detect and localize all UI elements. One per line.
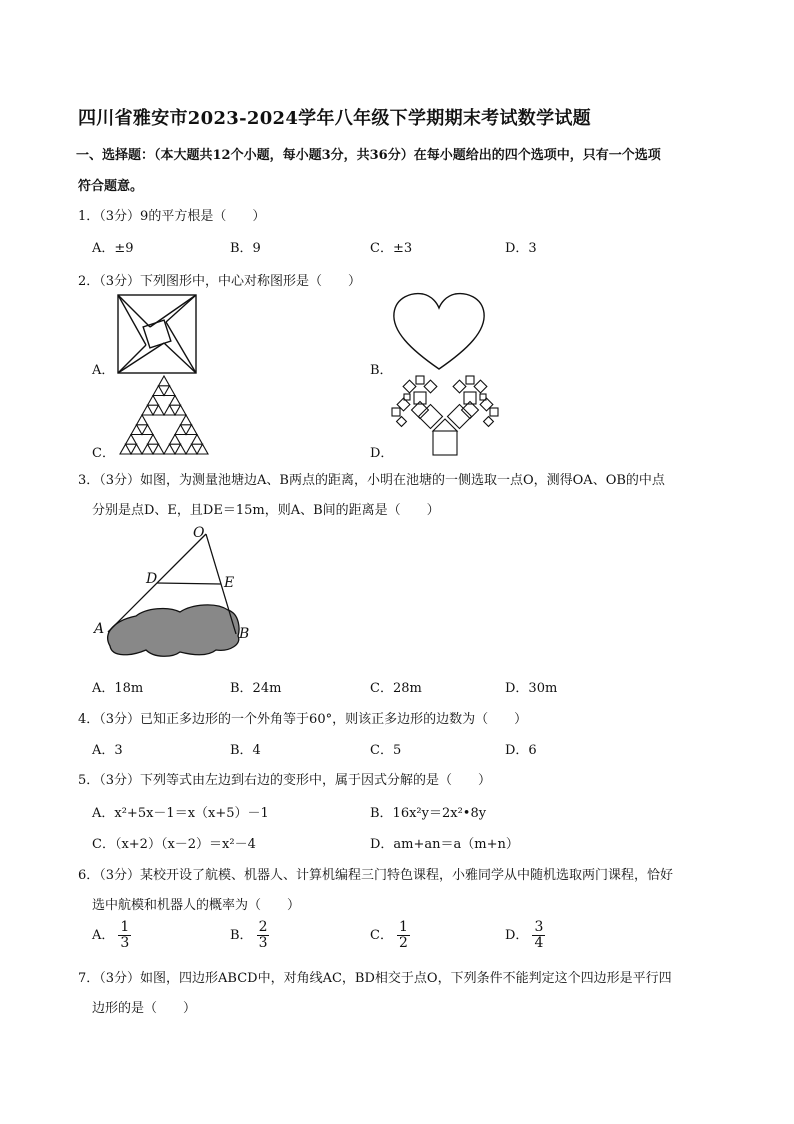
q6-option-b-fraction bbox=[257, 920, 270, 951]
q2-option-c-label: C． bbox=[92, 446, 115, 461]
q6-option-b bbox=[230, 920, 269, 951]
q1-option-b: B．9 bbox=[230, 241, 261, 256]
q6-b-numerator: 2 bbox=[258, 919, 268, 935]
question-3-stem-line1: 3．（3分）如图，为测量池塘边A、B两点的距离，小明在池塘的一侧选取一点O，测得OA、OB的中点 bbox=[78, 473, 665, 488]
q5-option-d: D．am+an＝a（m+n） bbox=[370, 837, 519, 852]
question-6-stem-line2: 选中航模和机器人的概率为（ ） bbox=[92, 898, 301, 913]
q6-option-c bbox=[370, 920, 410, 951]
q1-option-d: D．3 bbox=[505, 241, 537, 256]
point-d-label: D bbox=[146, 571, 158, 587]
point-e-label: E bbox=[224, 575, 235, 591]
q2-option-a-label: A． bbox=[92, 363, 115, 378]
q1-option-a: A．±9 bbox=[92, 241, 134, 256]
q6-option-c-label: C． bbox=[370, 928, 393, 943]
q5-option-c: C．（x+2）（x－2）＝x²－4 bbox=[92, 837, 256, 852]
q6-option-a-fraction bbox=[118, 920, 131, 951]
q6-option-a bbox=[92, 920, 131, 951]
q4-option-c: C．5 bbox=[370, 743, 402, 758]
q6-option-d-label: D． bbox=[505, 928, 529, 943]
q6-c-denominator: 2 bbox=[398, 935, 408, 951]
q3-option-d: D．30m bbox=[505, 681, 558, 696]
sierpinski-triangle-figure bbox=[118, 374, 210, 456]
question-7-stem-line1: 7．（3分）如图，四边形ABCD中，对角线AC，BD相交于点O，下列条件不能判定这个四边形是平行四 bbox=[78, 971, 672, 986]
point-a-label: A bbox=[94, 621, 105, 637]
page-title: 四川省雅安市2023-2024学年八年级下学期期末考试数学试题 bbox=[78, 108, 591, 129]
q6-b-denominator: 3 bbox=[258, 935, 268, 951]
question-7-stem-line2: 边形的是（ ） bbox=[92, 1001, 197, 1016]
q6-a-denominator: 3 bbox=[120, 935, 130, 951]
question-4-stem: 4．（3分）已知正多边形的一个外角等于60°，则该正多边形的边数为（ ） bbox=[78, 712, 528, 727]
pinwheel-square-figure bbox=[116, 293, 198, 375]
q1-option-c: C．±3 bbox=[370, 241, 413, 256]
q3-option-b: B．24m bbox=[230, 681, 282, 696]
section-heading-cont: 符合题意。 bbox=[78, 179, 144, 194]
pythagoras-tree-figure bbox=[390, 374, 500, 458]
q6-d-numerator: 3 bbox=[534, 919, 544, 935]
section-heading: 一、选择题：（本大题共12个小题，每小题3分，共36分）在每小题给出的四个选项中，只有一个选项 bbox=[76, 148, 661, 163]
point-o-label: O bbox=[193, 525, 205, 541]
q3-option-a: A．18m bbox=[92, 681, 144, 696]
q4-option-b: B．4 bbox=[230, 743, 261, 758]
q6-option-a-label: A． bbox=[92, 928, 115, 943]
q6-d-denominator: 4 bbox=[534, 935, 544, 951]
q2-option-b-label: B． bbox=[370, 363, 393, 378]
pond-triangle-figure bbox=[88, 520, 258, 668]
heart-figure bbox=[390, 291, 488, 373]
point-b-label: B bbox=[239, 626, 250, 642]
question-6-stem-line1: 6．（3分）某校开设了航模、机器人、计算机编程三门特色课程，小雅同学从中随机选取两门课程，恰好 bbox=[78, 868, 674, 883]
q4-option-a: A．3 bbox=[92, 743, 123, 758]
question-2-stem: 2．（3分）下列图形中，中心对称图形是（ ） bbox=[78, 274, 362, 289]
q5-option-b: B．16x²y＝2x²•8y bbox=[370, 806, 487, 821]
q6-option-c-fraction bbox=[397, 920, 410, 951]
q6-option-d bbox=[505, 920, 545, 951]
question-5-stem: 5．（3分）下列等式由左边到右边的变形中，属于因式分解的是（ ） bbox=[78, 773, 492, 788]
q5-option-a: A．x²+5x－1＝x（x+5）－1 bbox=[92, 806, 269, 821]
q6-option-d-fraction bbox=[532, 920, 545, 951]
question-1-stem: 1．（3分）9的平方根是（ ） bbox=[78, 209, 266, 224]
q6-a-numerator: 1 bbox=[120, 919, 130, 935]
q4-option-d: D．6 bbox=[505, 743, 537, 758]
q2-option-d-label: D． bbox=[370, 446, 394, 461]
q3-option-c: C．28m bbox=[370, 681, 422, 696]
q6-option-b-label: B． bbox=[230, 928, 253, 943]
q6-c-numerator: 1 bbox=[398, 919, 408, 935]
question-3-stem-line2: 分别是点D、E，且DE＝15m，则A、B间的距离是（ ） bbox=[92, 503, 440, 518]
